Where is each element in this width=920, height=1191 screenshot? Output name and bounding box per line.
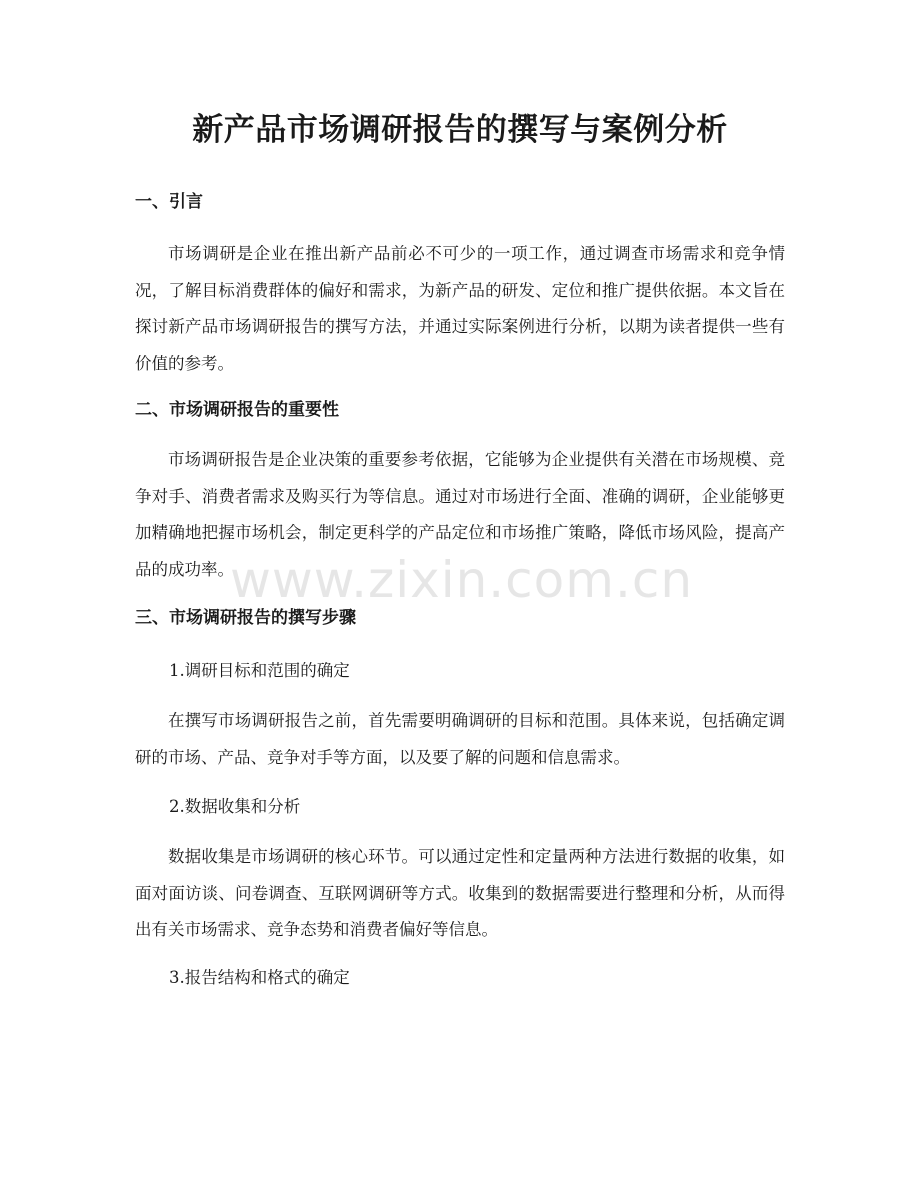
step-title-2: 2.数据收集和分析 [169,797,301,816]
section-heading-importance: 二、市场调研报告的重要性 [135,400,339,420]
section-paragraph-introduction: 市场调研是企业在推出新产品前必不可少的一项工作，通过调查市场需求和竞争情况，了解目标消费群体的偏好和需求，为新产品的研发、定位和推广提供依据。本文旨在探讨新产品市场调研报告的撰写方法，并通过实际案例进行分析，以期为读者提供一些有价值的参考。 [135,244,785,373]
step-title-3: 3.报告结构和格式的确定 [169,968,350,987]
section-heading-introduction: 一、引言 [135,192,203,212]
step-paragraph-1: 在撰写市场调研报告之前，首先需要明确调研的目标和范围。具体来说，包括确定调研的市场、产品、竞争对手等方面，以及要了解的问题和信息需求。 [135,711,785,767]
section-heading-steps: 三、市场调研报告的撰写步骤 [135,608,356,628]
section-paragraph-importance: 市场调研报告是企业决策的重要参考依据，它能够为企业提供有关潜在市场规模、竞争对手、消费者需求及购买行为等信息。通过对市场进行全面、准确的调研，企业能够更加精确地把握市场机会，制定更科学的产品定位和市场推广策略，降低市场风险，提高产品的成功率。 [135,450,785,579]
step-paragraph-2: 数据收集是市场调研的核心环节。可以通过定性和定量两种方法进行数据的收集，如面对面访谈、问卷调查、互联网调研等方式。收集到的数据需要进行整理和分析，从而得出有关市场需求、竞争态势和消费者偏好等信息。 [135,847,785,939]
document-title: 新产品市场调研报告的撰写与案例分析 [192,112,728,148]
watermark: www.zixin.com.cn [230,551,694,609]
step-title-1: 1.调研目标和范围的确定 [169,661,350,680]
